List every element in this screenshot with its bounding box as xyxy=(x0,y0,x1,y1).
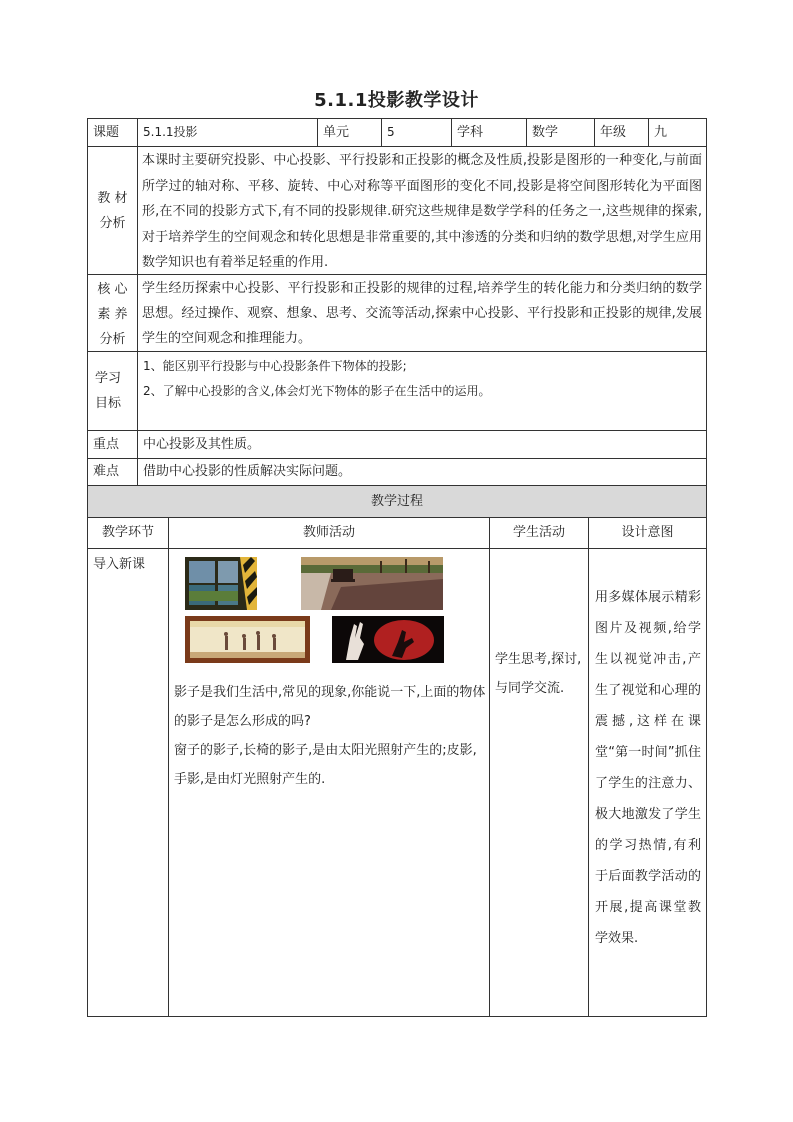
nandian-label: 难点 xyxy=(93,464,120,479)
page-title: 5.1.1投影教学设计 xyxy=(314,90,479,111)
process-heading: 教学过程 xyxy=(370,494,423,509)
hexin-label: 核 心 素 养 分析 xyxy=(97,282,128,347)
xuexi-item-2: 2、了解中心投影的含义,体会灯光下物体的影子在生活中的运用。 xyxy=(143,384,491,398)
student-activity: 学生思考,探讨,与同学交流. xyxy=(495,652,582,696)
col-jiaoshi: 教师活动 xyxy=(302,525,355,540)
xue-ke-label: 学科 xyxy=(457,125,484,140)
hexin-text: 学生经历探索中心投影、平行投影和正投影的规律的过程,培养学生的转化能力和分类归纳的数学思想。经过操作、观察、想象、思考、交流等活动,探索中心投影、平行投影和正投影的规律,发展学生的空间观念和推理能力。 xyxy=(142,281,702,346)
shadow-puppet-photo xyxy=(185,616,310,663)
zhongdian-text: 中心投影及其性质。 xyxy=(143,437,261,452)
jiaocai-label: 教 材 分析 xyxy=(97,191,128,231)
nandian-text: 借助中心投影的性质解决实际问题。 xyxy=(143,464,352,479)
dan-yuan-label: 单元 xyxy=(323,125,350,140)
col-yitu: 设计意图 xyxy=(621,525,674,540)
hand-shadow-photo xyxy=(332,616,444,663)
col-huanjie: 教学环节 xyxy=(101,525,154,540)
ke-ti-value: 5.1.1投影 xyxy=(143,125,198,139)
xuexi-label: 学习 目标 xyxy=(94,371,121,411)
row1-huanjie: 导入新课 xyxy=(93,557,146,572)
teacher-answer: 窗子的影子,长椅的影子,是由太阳光照射产生的;皮影,手影,是由灯光照射产生的. xyxy=(174,743,477,787)
nian-ji-value: 九 xyxy=(654,125,668,140)
jiaocai-text: 本课时主要研究投影、中心投影、平行投影和正投影的概念及性质,投影是图形的一种变化,与前面所学过的轴对称、平移、旋转、中心对称等平面图形的变化不同,投影是将空间图形转化为平面图形,在不同的投影方式下,有不同的投影规律.研究这些规律是数学学科的任务之一,这些规律的探索,对于培养学生的空间观念和转化思想是非常重要的,其中渗透的分类和归纳的数学思想,对学生应用数学知识也有着举足轻重的作用. xyxy=(142,153,702,270)
nian-ji-label: 年级 xyxy=(600,125,627,140)
xuexi-item-1: 1、能区别平行投影与中心投影条件下物体的投影; xyxy=(143,359,407,373)
zhongdian-label: 重点 xyxy=(93,437,120,452)
teacher-question: 影子是我们生活中,常见的现象,你能说一下,上面的物体的影子是怎么形成的吗? xyxy=(174,685,486,729)
xue-ke-value: 数学 xyxy=(532,125,559,140)
design-intent: 用多媒体展示精彩图片及视频,给学生以视觉冲击,产生了视觉和心理的震撼,这样在课堂“第一时间”抓住了学生的注意力、极大地激发了学生的学习热情,有利于后面教学活动的开展,提高课堂教学效果. xyxy=(595,590,701,946)
col-xuesheng: 学生活动 xyxy=(512,525,565,540)
dan-yuan-value: 5 xyxy=(387,125,395,139)
ke-ti-label: 课题 xyxy=(93,125,120,140)
window-shadow-photo xyxy=(185,557,257,610)
bench-shadow-photo xyxy=(301,557,443,610)
